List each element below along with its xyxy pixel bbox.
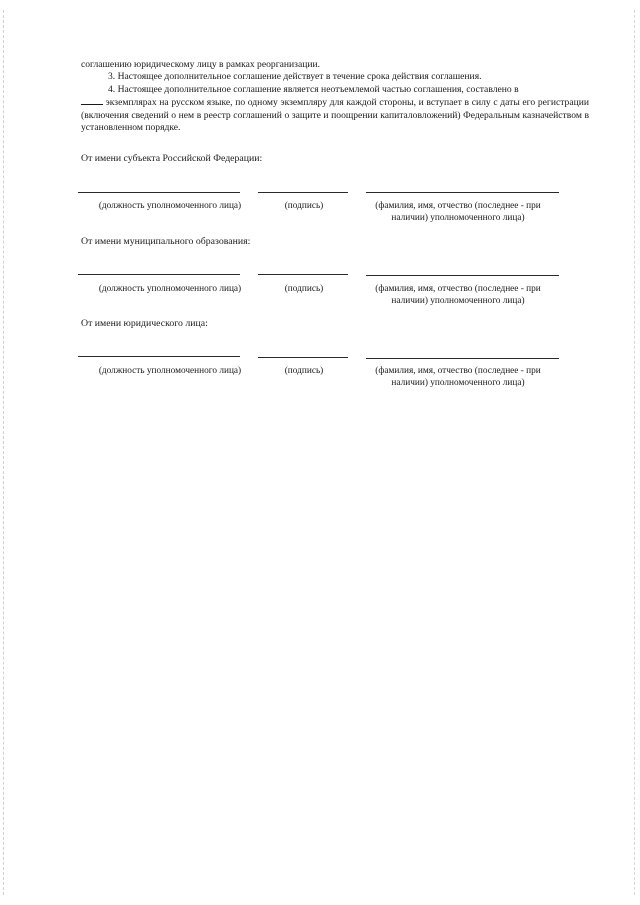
paragraph-item-3: 3. Настоящее дополнительное соглашение действует в течение срока действия соглашения. [108, 71, 482, 83]
paragraph-item-4-part-2 [81, 96, 589, 134]
scan-edge-right [634, 10, 636, 895]
position-label: (должность уполномоченного лица) [98, 201, 242, 211]
signature-label: (подпись) [284, 284, 324, 294]
signature-label: (подпись) [284, 201, 324, 211]
position-label: (должность уполномоченного лица) [98, 284, 242, 294]
position-label: (должность уполномоченного лица) [98, 366, 242, 376]
position-signature-line [78, 192, 240, 193]
signature-line [258, 274, 348, 275]
party-heading-region: От имени субъекта Российской Федерации: [81, 153, 263, 164]
position-signature-line [78, 356, 240, 357]
name-label: (фамилия, имя, отчество (последнее - при наличии) уполномоченного лица) [375, 201, 541, 223]
name-label: (фамилия, имя, отчество (последнее - при наличии) уполномоченного лица) [375, 284, 541, 306]
party-heading-municipality: От имени муниципального образования: [81, 236, 251, 247]
signature-line [258, 192, 348, 193]
paragraph-item-4-text: экземплярах на русском языке, по одному экземпляру для каждой стороны, и вступает в силу с даты его регистрации (включения сведений о нем в реестр соглашений о защите и поощрении капиталовложений) Федеральным казначейством в установленном порядке. [81, 97, 589, 134]
name-signature-line [366, 358, 559, 359]
signature-line [258, 357, 348, 358]
name-signature-line [366, 275, 559, 276]
name-signature-line [366, 192, 559, 193]
paragraph-item-4-part-1: 4. Настоящее дополнительное соглашение является неотъемлемой частью соглашения, составлено в [108, 83, 519, 95]
party-heading-legal-entity: От имени юридического лица: [81, 318, 208, 329]
paragraph-continuation: соглашению юридическому лицу в рамках реорганизации. [81, 59, 321, 70]
body-text [81, 59, 589, 134]
scan-edge-left [3, 10, 5, 895]
signature-label: (подпись) [284, 366, 324, 376]
position-signature-line [78, 274, 240, 275]
name-label: (фамилия, имя, отчество (последнее - при наличии) уполномоченного лица) [375, 366, 541, 388]
copies-count-blank [81, 96, 103, 105]
